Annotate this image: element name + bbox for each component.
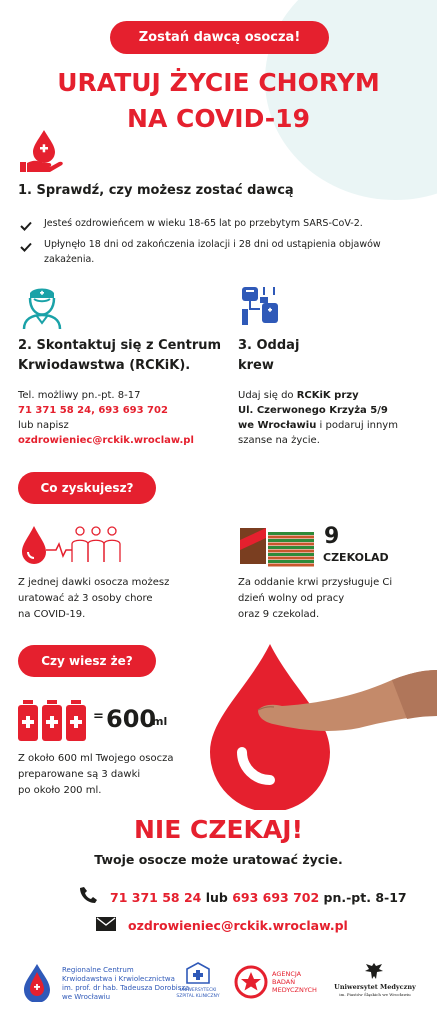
contact-email-link[interactable]: ozdrowieniec@rckik.wroclaw.pl xyxy=(18,435,194,446)
hospital-logo xyxy=(185,962,211,984)
check-item xyxy=(20,237,394,267)
step3-city: we Wrocławiu xyxy=(238,420,317,431)
umed-name xyxy=(322,983,428,998)
step3-text: Udaj się do xyxy=(238,390,297,401)
abm-logo xyxy=(234,965,268,999)
cta-subtitle: Twoje osocze może uratować życie. xyxy=(94,852,343,867)
become-donor-pill: Zostań dawcą osocza! xyxy=(110,21,329,54)
chocolate-bars-icon xyxy=(238,522,318,568)
phone-icon xyxy=(80,886,98,908)
step3-line3 xyxy=(238,418,398,434)
cta-phone-or: lub xyxy=(201,889,233,905)
step3-bold-text: RCKiK przy xyxy=(296,390,359,401)
benefit-left-line: na COVID-19. xyxy=(18,609,86,620)
cta-phone-row xyxy=(80,886,407,908)
plasma-amount: 600 xyxy=(106,705,157,733)
benefit-left-line: Z jednej dawki osocza możesz xyxy=(18,577,170,588)
benefit-right-line: oraz 9 czekolad. xyxy=(238,609,320,620)
hospital-line: UNIWERSYTECKI xyxy=(179,988,217,993)
step3-line4: szanse na życie. xyxy=(238,435,320,446)
step3-heading-line1: 3. Oddaj xyxy=(238,338,300,353)
blood-bags-icon xyxy=(18,700,92,742)
abm-line: MEDYCZNYCH xyxy=(272,986,317,994)
step1-heading: 1. Sprawdź, czy możesz zostać dawcą xyxy=(18,183,294,198)
benefit-left-line: uratować aż 3 osoby chore xyxy=(18,593,153,604)
did-you-know-pill: Czy wiesz że? xyxy=(18,645,156,677)
envelope-icon xyxy=(96,916,116,935)
benefit-right-line: dzień wolny od pracy xyxy=(238,593,345,604)
benefits-pill: Co zyskujesz? xyxy=(18,472,156,504)
rckik-line: we Wrocławiu xyxy=(62,993,111,1001)
step3-address: Ul. Czerwonego Krzyża 5/9 xyxy=(238,405,388,416)
dont-wait-title: NIE CZEKAJ! xyxy=(134,815,303,844)
rckik-line: im. prof. dr hab. Tadeusza Dorobisza xyxy=(62,984,190,992)
benefit-right-line: Za oddanie krwi przysługuje Ci xyxy=(238,577,393,588)
step2-heading-line1: 2. Skontaktuj się z Centrum xyxy=(18,338,222,353)
cta-email-link[interactable]: ozdrowieniec@rckik.wroclaw.pl xyxy=(128,918,348,933)
plasma-unit: ml xyxy=(152,715,168,728)
hospital-name xyxy=(170,988,226,1000)
blood-drop-people-icon xyxy=(18,522,122,568)
or-write-label: lub napisz xyxy=(18,420,69,431)
cta-hours: pn.-pt. 8-17 xyxy=(319,889,407,905)
checkmark-icon xyxy=(20,237,32,256)
cta-phone1[interactable]: 71 371 58 24 xyxy=(110,889,202,905)
hand-blood-drop-icon xyxy=(18,128,66,174)
abm-line: AGENCJA xyxy=(272,970,302,978)
page-title-line2: NA COVID-19 xyxy=(127,104,310,133)
abm-line: BADAŃ xyxy=(272,978,296,986)
plasma-info-line: preparowane są 3 dawki xyxy=(18,769,141,780)
abm-name xyxy=(272,970,317,994)
cta-phone-text xyxy=(110,890,407,905)
contact-hours: Tel. możliwy pn.-pt. 8-17 xyxy=(18,390,141,401)
check-item xyxy=(20,216,394,235)
step2-heading-line2: Krwiodawstwa (RCKiK). xyxy=(18,358,191,373)
step3-text: i podaruj innym xyxy=(316,420,398,431)
umed-line: Uniwersytet Medyczny xyxy=(334,983,416,991)
check-item-text: Upłynęło 18 dni od zakończenia izolacji i 28 dni od ustąpienia objawów zakażenia. xyxy=(44,239,381,265)
umed-line: im. Piastów Śląskich we Wrocławiu xyxy=(339,992,411,997)
step3-line1 xyxy=(238,388,359,404)
plasma-info-line: po około 200 ml. xyxy=(18,785,102,796)
blood-donation-icon xyxy=(238,283,282,327)
step3-heading-line2: krew xyxy=(238,358,274,373)
hospital-line: SZPITAL KLINICZNY xyxy=(176,994,220,999)
chocolate-count: 9 xyxy=(324,524,340,549)
cta-email-row xyxy=(96,916,348,935)
page-title-line1: URATUJ ŻYCIE CHORYM xyxy=(57,68,380,97)
chocolate-label: CZEKOLAD xyxy=(323,551,389,564)
checkmark-icon xyxy=(20,216,32,235)
equals-sign: = xyxy=(93,709,104,724)
check-item-text: Jesteś ozdrowieńcem w wieku 18-65 lat po przebytym SARS-CoV-2. xyxy=(44,218,363,229)
rckik-line: Krwiodawstwa i Krwiolecznictwa xyxy=(62,975,175,983)
rckik-logo xyxy=(20,962,54,1002)
donor-arm-image xyxy=(252,660,437,740)
contact-phones[interactable]: 71 371 58 24, 693 693 702 xyxy=(18,405,168,416)
umed-eagle-logo xyxy=(364,962,384,980)
nurse-icon xyxy=(20,285,64,329)
cta-phone2[interactable]: 693 693 702 xyxy=(232,889,320,905)
plasma-info-line: Z około 600 ml Twojego osocza xyxy=(18,753,174,764)
rckik-line: Regionalne Centrum xyxy=(62,966,134,974)
